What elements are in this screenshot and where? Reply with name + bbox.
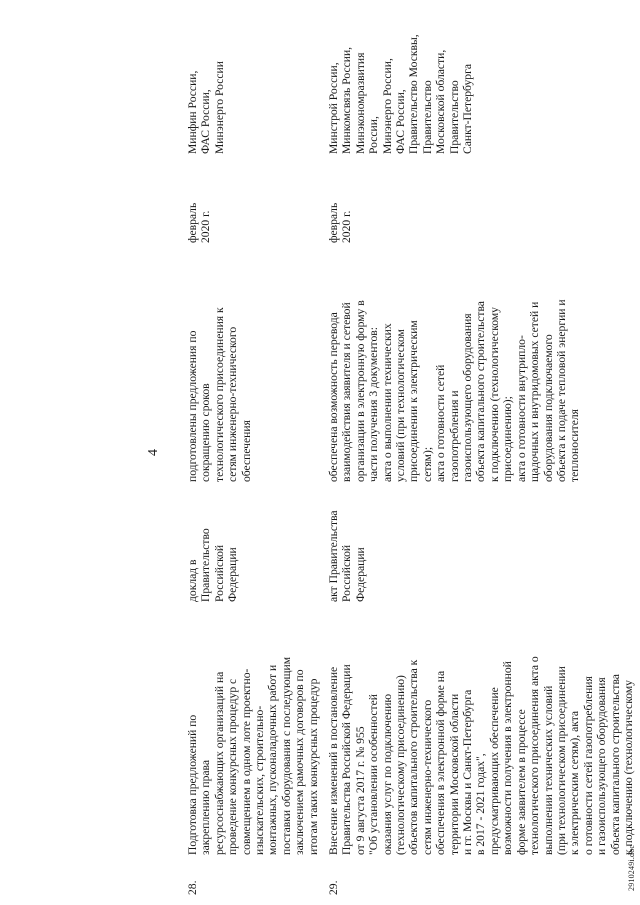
cell-line: "Об установлении особенностей	[367, 694, 381, 855]
file-reference: 2910249i.doc	[627, 844, 636, 891]
cell-line: Российской	[340, 544, 354, 602]
cell-line: взаимодействия заявителя и сетевой	[340, 302, 354, 482]
cell-line: Правительство	[447, 80, 461, 154]
cell-line: (технологическому присоединению)	[394, 675, 408, 855]
cell-line: Правительство Москвы,	[407, 34, 421, 154]
cell-line: возможности получения в электронной	[501, 661, 515, 855]
cell-line: акт Правительства	[327, 510, 340, 602]
cell-line: сетям инженерно-технического	[420, 699, 434, 855]
cell-line: 2020 г.	[340, 210, 354, 243]
cell-line: закреплению права	[199, 759, 213, 855]
cell-line: февраль	[327, 202, 340, 243]
cell-line: объекта капитального строительства	[474, 301, 488, 482]
cell-line: Федерации	[226, 547, 240, 602]
cell-line: Минстрой России,	[327, 62, 340, 154]
responsible-cell	[186, 14, 226, 154]
cell-line: к подключению (технологическому	[621, 680, 635, 855]
cell-line: ФАС России,	[199, 89, 213, 154]
cell-line: ресурсоснабжающих организаций на	[212, 671, 226, 855]
cell-line: обеспечения в электронной форме на	[434, 670, 448, 855]
deadline-cell	[327, 163, 354, 243]
cell-line: акта о готовности внутрипло-	[514, 335, 528, 482]
cell-line: акта о готовности сетей	[434, 364, 448, 482]
cell-line: Федерации	[353, 547, 367, 602]
cell-line: в 2017 - 2021 годах",	[474, 753, 488, 855]
cell-line: Минэнерго России,	[380, 58, 394, 154]
document-type-cell	[327, 492, 367, 602]
cell-line: и гг. Москвы и Санкт-Петербурга	[461, 689, 475, 855]
cell-line: от 9 августа 2017 г. № 955	[353, 726, 367, 855]
cell-line: части получения 3 документов:	[367, 327, 381, 482]
event-cell	[186, 625, 320, 855]
cell-line: Санкт-Петербурга	[461, 64, 475, 154]
cell-line: 2020 г.	[199, 210, 213, 243]
cell-line: России,	[367, 116, 381, 154]
cell-line: объекта к подаче тепловой энергии и	[554, 299, 568, 482]
document-type-cell	[186, 492, 240, 602]
page-number: 4	[146, 449, 161, 456]
cell-line: итогам таких конкурсных процедур	[306, 678, 320, 855]
result-cell	[327, 252, 582, 482]
cell-line: сокращению сроков	[199, 383, 213, 482]
cell-line: (при технологическом присоединении	[554, 666, 568, 855]
cell-line: ФАС России,	[394, 89, 408, 154]
cell-line: Минкомсвязь России,	[340, 46, 354, 154]
cell-line: Подготовка предложений по	[186, 714, 199, 855]
cell-line: выполнении технических условий	[541, 685, 555, 855]
cell-line: подготовлены предложения по	[186, 330, 199, 482]
cell-line: форме заявителем в процессе	[514, 709, 528, 855]
cell-line: изыскательских, строительно-	[253, 705, 267, 855]
cell-line: поставки оборудования с последующим	[279, 656, 293, 855]
cell-line: присоединении к электрическим	[407, 320, 421, 482]
cell-line: Правительство	[420, 80, 434, 154]
cell-line: технологического присоединения к	[212, 307, 226, 482]
cell-line: территории Московской области	[447, 693, 461, 855]
cell-line: проведение конкурсных процедур с	[226, 678, 240, 855]
cell-line: обеспечения	[239, 420, 253, 482]
cell-line: условий (при технологическом	[394, 329, 408, 482]
cell-line: объектов капитального строительства к	[407, 659, 421, 855]
responsible-cell	[327, 14, 474, 154]
deadline-cell	[186, 163, 213, 243]
cell-line: оборудования подключаемого	[541, 334, 555, 482]
cell-line: Правительства Российской Федерации	[340, 664, 354, 855]
cell-line: к электрическим сетям), акта	[568, 710, 582, 855]
cell-line: монтажных, пусконаладочных работ и	[266, 664, 280, 855]
event-cell	[327, 625, 635, 855]
cell-line: к подключению (технологическому	[487, 307, 501, 482]
cell-line: Минфин России,	[186, 70, 199, 154]
cell-line: Правительство	[199, 528, 213, 602]
row-number: 29.	[327, 880, 340, 895]
row-number: 28.	[186, 880, 199, 895]
cell-line: акта о выполнении технических	[380, 323, 394, 482]
cell-line: Московской области,	[434, 49, 448, 154]
cell-line: газопотребления и	[447, 390, 461, 482]
cell-line: февраль	[186, 202, 199, 243]
cell-line: сетям);	[420, 446, 434, 482]
result-cell	[186, 252, 253, 482]
cell-line: щадочных и внутридомовых сетей и	[528, 301, 542, 482]
cell-line: оказания услуг по подключению	[380, 693, 394, 855]
cell-line: доклад в	[186, 559, 199, 602]
cell-line: технологического присоединения акта о	[528, 656, 542, 855]
cell-line: Минэнерго России	[212, 61, 226, 154]
cell-line: объекта капитального строительства	[608, 674, 622, 855]
cell-line: Российской	[212, 544, 226, 602]
cell-line: сетям инженерно-технического	[226, 326, 240, 482]
cell-line: и газоиспользующего оборудования	[595, 677, 609, 855]
cell-line: заключением рамочных договоров по	[293, 669, 307, 855]
cell-line: Минэкономразвития	[353, 52, 367, 154]
cell-line: Внесение изменений в постановление	[327, 666, 340, 855]
cell-line: совмещением в одном лоте проектно-	[239, 668, 253, 855]
cell-line: организации в электронную форму в	[353, 300, 367, 482]
cell-line: предусматривающих обеспечение	[487, 687, 501, 855]
cell-line: присоединению);	[501, 396, 515, 482]
cell-line: газоиспользующего оборудования	[461, 313, 475, 482]
cell-line: обеспечена возможность перевода	[327, 312, 340, 482]
cell-line: о готовности сетей газопотребления	[581, 676, 595, 855]
cell-line: теплоносителя	[568, 409, 582, 482]
